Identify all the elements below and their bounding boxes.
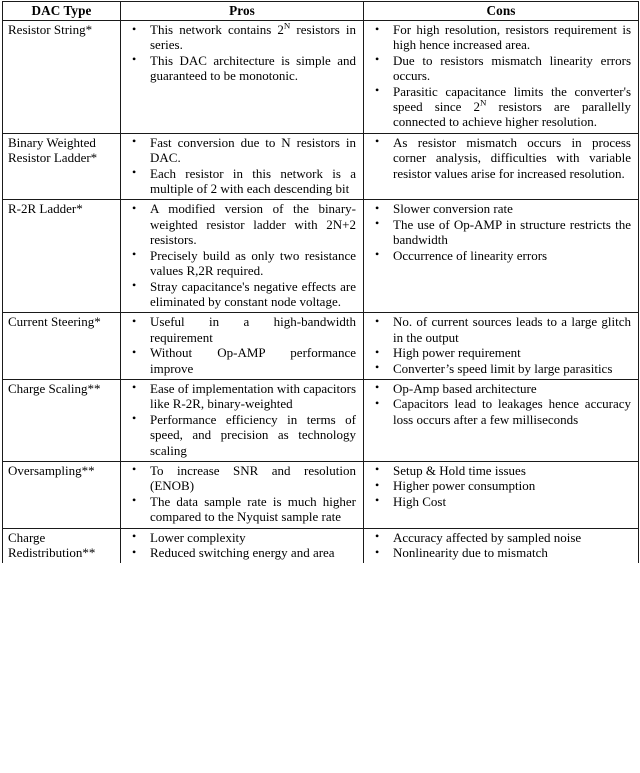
cons-list (368, 201, 635, 263)
pros-cell (121, 528, 364, 563)
cons-item-text: Op-Amp based architecture (393, 380, 537, 396)
pros-list (125, 22, 360, 84)
pros-item-text: Lower complexity (150, 529, 246, 545)
cons-item-text: The use of Op-AMP in structure restricts the bandwidth (393, 216, 631, 248)
cons-list (368, 463, 635, 509)
list-item (125, 545, 356, 560)
pros-list (125, 530, 360, 561)
pros-item-text: This network contains $2^N$ resistors in series. (150, 20, 356, 53)
list-item (368, 463, 631, 478)
pros-item-text: Fast conversion due to N resistors in DAC. (150, 134, 356, 166)
cons-item-text: High power requirement (393, 345, 521, 361)
dac-type-label: Current Steering* (8, 314, 101, 330)
pros-cell (121, 461, 364, 528)
list-item (368, 314, 631, 345)
cons-list (368, 314, 635, 376)
column-header-dac-type: DAC Type (3, 2, 121, 21)
pros-item-text: Ease of implementation with capacitors like R-2R, binary-weighted (150, 380, 356, 412)
pros-cell (121, 200, 364, 313)
column-header-pros: Pros (121, 2, 364, 21)
cons-item-text: Due to resistors mismatch linearity errors occurs. (393, 52, 631, 84)
cons-cell (364, 461, 639, 528)
pros-item-text: Precisely build as only two resistance values R,2R required. (150, 247, 356, 279)
table-row (3, 528, 639, 563)
cons-item-text: Accuracy affected by sampled noise (393, 529, 582, 545)
dac-comparison-table-wrapper (2, 1, 638, 563)
cons-item-text: Converter’s speed limit by large parasitics (393, 360, 613, 376)
table-row (3, 200, 639, 313)
dac-type-cell (3, 528, 121, 563)
pros-cell (121, 21, 364, 134)
list-item (125, 463, 356, 494)
cons-item-text: No. of current sources leads to a large glitch in the output (393, 314, 631, 345)
pros-item-text: Useful in a high-bandwidth requirement (150, 314, 356, 345)
pros-cell (121, 313, 364, 380)
cons-item-text: For high resolution, resistors requirement is high hence increased area. (393, 22, 631, 53)
table-row (3, 461, 639, 528)
dac-type-label: Oversampling** (8, 462, 95, 478)
list-item (368, 201, 631, 216)
list-item (368, 381, 631, 396)
pros-item-text: Each resistor in this network is a multiple of 2 with each descending bit (150, 165, 356, 197)
list-item (368, 217, 631, 248)
list-item (368, 84, 631, 130)
list-item (125, 166, 356, 197)
pros-item-text: The data sample rate is much higher compared to the Nyquist sample rate (150, 493, 356, 525)
table-header (3, 2, 639, 21)
pros-item-text: To increase SNR and resolution (ENOB) (150, 462, 356, 494)
cons-list (368, 530, 635, 561)
list-item (125, 494, 356, 525)
dac-type-cell (3, 461, 121, 528)
pros-list (125, 201, 360, 309)
cons-list (368, 135, 635, 181)
dac-type-cell (3, 379, 121, 461)
list-item (368, 545, 631, 560)
cons-cell (364, 133, 639, 200)
pros-item-text: This DAC architecture is simple and guaranteed to be monotonic. (150, 52, 356, 84)
cons-cell (364, 379, 639, 461)
pros-list (125, 381, 360, 458)
list-item (125, 135, 356, 166)
list-item (125, 22, 356, 53)
pros-item-text: Without Op-AMP performance improve (150, 345, 356, 376)
dac-type-label: Resistor String* (8, 22, 93, 37)
cons-item-text: Parasitic capacitance limits the converter's speed since $2^N$ resistors are parallelly connected to achieve higher resolution. (393, 83, 631, 130)
dac-type-cell (3, 313, 121, 380)
cons-item-text: Capacitors lead to leakages hence accuracy loss occurs after a few milliseconds (393, 396, 631, 427)
list-item (368, 361, 631, 376)
column-header-cons: Cons (364, 2, 639, 21)
pros-list (125, 314, 360, 376)
list-item (125, 530, 356, 545)
pros-item-text: Stray capacitance's negative effects are eliminated by constant node voltage. (150, 278, 356, 309)
list-item (368, 396, 631, 427)
cons-item-text: Setup & Hold time issues (393, 462, 526, 478)
list-item (125, 381, 356, 412)
dac-type-label: Charge Redistribution** (8, 529, 96, 560)
table-body (3, 21, 639, 564)
list-item (368, 345, 631, 360)
cons-item-text: Occurrence of linearity errors (393, 247, 548, 263)
dac-type-cell (3, 133, 121, 200)
list-item (368, 22, 631, 53)
cons-list (368, 22, 635, 130)
cons-item-text: Higher power consumption (393, 478, 536, 494)
list-item (368, 494, 631, 509)
list-item (368, 530, 631, 545)
list-item (368, 135, 631, 181)
cons-cell (364, 200, 639, 313)
cons-list (368, 381, 635, 427)
dac-type-label: R-2R Ladder* (8, 201, 83, 217)
cons-item-text: Nonlinearity due to mismatch (393, 545, 548, 560)
list-item (125, 314, 356, 345)
cons-item-text: As resistor mismatch occurs in process corner analysis, difficulties with variable resistor values arise for increased resolution. (393, 134, 631, 181)
list-item (368, 248, 631, 263)
dac-type-label: Binary Weighted Resistor Ladder* (8, 134, 98, 166)
pros-list (125, 463, 360, 525)
list-item (125, 53, 356, 84)
pros-item-text: Reduced switching energy and area (150, 545, 335, 560)
cons-cell (364, 313, 639, 380)
list-item (125, 201, 356, 247)
table-row (3, 21, 639, 134)
dac-comparison-table (2, 1, 639, 563)
pros-item-text: A modified version of the binary-weighted resistor ladder with 2N+2 resistors. (150, 201, 356, 248)
pros-list (125, 135, 360, 197)
header-row (3, 2, 639, 21)
table-row (3, 313, 639, 380)
cons-cell (364, 21, 639, 134)
list-item (125, 345, 356, 376)
cons-item-text: High Cost (393, 493, 447, 509)
pros-cell (121, 379, 364, 461)
list-item (368, 53, 631, 84)
list-item (368, 478, 631, 493)
list-item (125, 412, 356, 458)
list-item (125, 279, 356, 310)
table-row (3, 379, 639, 461)
pros-cell (121, 133, 364, 200)
list-item (125, 248, 356, 279)
table-row (3, 133, 639, 200)
dac-type-cell (3, 200, 121, 313)
pros-item-text: Performance efficiency in terms of speed, and precision as technology scaling (150, 411, 356, 458)
dac-type-cell (3, 21, 121, 134)
dac-type-label: Charge Scaling** (8, 380, 101, 396)
cons-cell (364, 528, 639, 563)
cons-item-text: Slower conversion rate (393, 201, 513, 217)
